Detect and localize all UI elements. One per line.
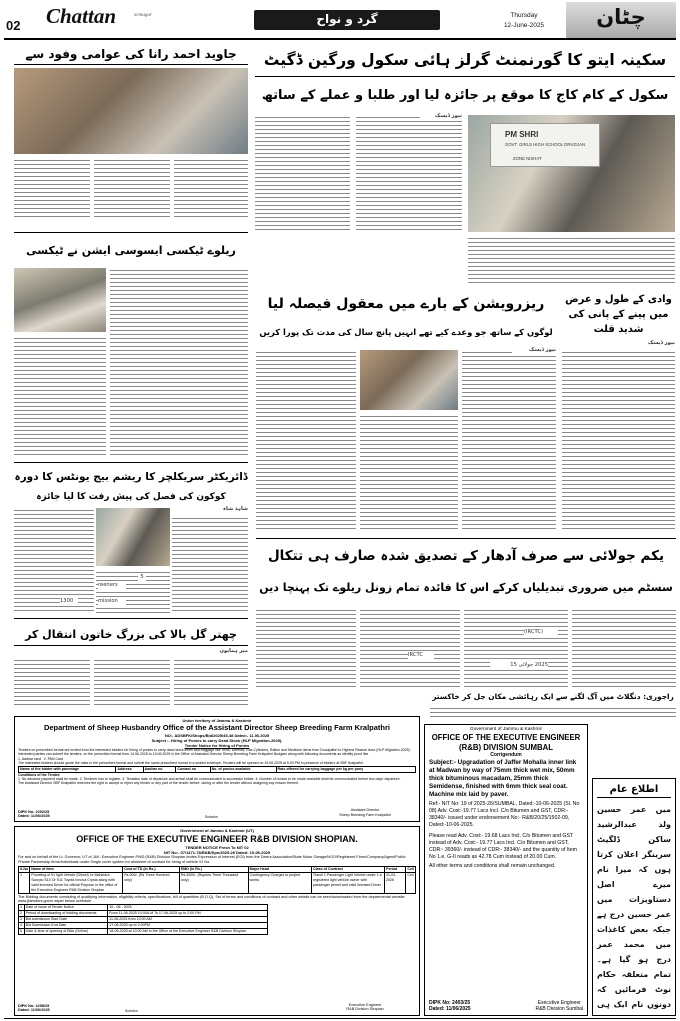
railway-body-2 bbox=[14, 336, 106, 458]
shopian-ad bbox=[14, 826, 420, 1016]
table-cell: Date & time of opening of Bids (Online) bbox=[24, 929, 108, 935]
reservation-body-3 bbox=[462, 350, 556, 530]
inline-number: 1300 bbox=[60, 598, 78, 606]
director-body-3 bbox=[96, 570, 170, 614]
table-cell: Contingency Charges to project works bbox=[248, 872, 311, 893]
sheep-intro: Tenders on prescribed format are invited from the interested bidders for hiring of ponies to carry dead stock items and baggage like Tents, Utensils, Gas Cylinders, Ration and Medicine items from Doodpathri to Highest Pasture Area (HLP Migration-2025). Interested parties can submit the tenders, on the prescribed format from 14.06.2025 to 19.06.2025 in the Office of Assistant Director Sheep Breeding Farm Kralpathri Budgam along with following documents as identity proof like bbox=[18, 748, 411, 757]
railway-headline: ریلوے ٹیکسی ایسوسی ایشن نے ٹیکسی bbox=[26, 244, 236, 257]
sheep-doc-1: 1. Aadhar card bbox=[18, 756, 41, 761]
divider bbox=[14, 618, 248, 619]
chhatergul-headline: چھتر گل بالا کی بزرگ خاتون انتقال کر bbox=[14, 624, 248, 646]
lead-body-col-1 bbox=[255, 115, 350, 232]
banner-line-3: ZONE NISHAT bbox=[513, 156, 542, 161]
reservation-subhead: لوگوں کے ساتھ جو وعدے کیے تھے انہیں پانچ سال کی مدت تک پورا کریں bbox=[259, 327, 553, 337]
ticket-headline: یکم جولائی سے صرف آدھار کے تصدیق شدہ صارف ہی تتکال bbox=[267, 548, 665, 564]
table-cell: Bid Submission End Date bbox=[24, 923, 108, 929]
shopian-office: OFFICE OF THE EXECUTIVE ENGINEER R&B DIVISION SHOPIAN. bbox=[76, 834, 358, 844]
table-cell: 3 bbox=[19, 917, 25, 923]
sheep-col: Aadhar no bbox=[143, 766, 176, 772]
shopian-nit: NIT No:- 07/1471-78/R&B/Spn/2025-26 Dated: 10-06-2025 bbox=[163, 850, 271, 855]
notice-body: میں عمر حسین ولد عبدالرشید ساکن ڈلگیٹ سرینگر اعلان کرتا ہوں کہ میرا نام میرے اصل دستاویزات میں عمر حسین درج ہے جبکہ بعض کاغذات میں محمد عمر درج ہو گیا ہے۔ تمام متعلقہ حکام نوٹ فرمائیں کہ دونوں نام ایک ہی bbox=[597, 805, 671, 1009]
masthead-rule bbox=[4, 38, 676, 40]
sheep-dipk: DIPK No: 2292/25 bbox=[18, 809, 50, 814]
rana-headline: جاوید احمد رانا کی عوامی وفود سے bbox=[14, 43, 248, 65]
sheep-table bbox=[18, 766, 416, 773]
sheep-dept: Department of Sheep Husbandry Office of the Assistant Director Sheep Breeding Farm Kralpathri bbox=[43, 723, 391, 732]
sheep-condition: 4. Number of horses to be made available shall be communicated before few days' departure. bbox=[255, 777, 401, 782]
table-cell: 31-03-2026 bbox=[385, 872, 406, 893]
table-cell: 4 bbox=[19, 923, 25, 929]
rana-body-1 bbox=[14, 158, 90, 218]
table-cell: Travel 1 Passenger Light Vehicle under 1 a registered light vehicle owner with passenger permit and valid licensed Driver bbox=[312, 872, 385, 893]
sumbal-corr: Corrigendum bbox=[490, 752, 522, 758]
table-cell: 1 bbox=[19, 872, 30, 893]
sheep-condition: 1. No advance payment shall be made. bbox=[18, 777, 79, 782]
reservation-body-2 bbox=[360, 414, 458, 530]
school-banner bbox=[490, 123, 600, 167]
sumbal-gov: Government of Jammu & Kashmir bbox=[469, 727, 543, 732]
director-dateline: شاہد شاہ bbox=[223, 506, 248, 512]
sheep-col: Name of the bidder with parentage bbox=[19, 766, 116, 772]
lead-body-bottom bbox=[468, 236, 675, 286]
table-cell: 11-06-2025 from 10:00 AM bbox=[108, 917, 268, 923]
irctc-label: (IRCTC) bbox=[524, 629, 558, 637]
table-cell: Date of Issue of Tender Notice bbox=[24, 905, 108, 911]
lead-headline: سکینہ ایتو کا گورنمنٹ گرلز ہائی سکول ورگین ڈگیٹ bbox=[255, 45, 675, 77]
sumbal-signatory: Executive Engineer bbox=[537, 1000, 581, 1006]
notice-title: اطلاع عام bbox=[597, 783, 671, 798]
table-cell: Providing of 01 light Vehicle (Diesel) i.e Mahindra Scorpio S10 Or S11 Toyota Innova Crysta along with valid licensed Driver for official Purpose in the office of the Executive Engineer R&B Division Shopian bbox=[30, 872, 123, 893]
ticket-body-2 bbox=[360, 608, 460, 688]
ticket-subhead: سسٹم میں ضروری تبدیلیاں کرکے اس کا فائدہ تمام زونل ریلوے تک پہنچا دیں bbox=[259, 581, 673, 594]
shopian-col: Cost of TD (In Rs.) bbox=[123, 866, 180, 872]
divider bbox=[14, 462, 248, 463]
shopian-col: Name of item bbox=[30, 866, 123, 872]
irctc-label: IRCTC bbox=[408, 652, 434, 660]
banner-line-2: GOVT. GIRLS HIGH SCHOOL DRUGJAN bbox=[505, 142, 586, 147]
railway-photo bbox=[14, 268, 106, 332]
shopian-intro: For and on behalf of the Lt. Governor, UT of J&K, Executive Engineer PWD (R&B) Division Shopian invites Expression of Interest (EOI) from the Divers Association/State Motor Garage/NGO/Registered Firms/Company/Agent/Public Private Partnership firms/Individuals under Single cover system for allotment of contract for hiring of vehicle 01 No. bbox=[18, 855, 406, 864]
shopian-col: Class of Contract bbox=[312, 866, 385, 872]
sheep-conditions-title: Conditions of the Tender: bbox=[18, 772, 61, 777]
reservation-photo bbox=[360, 350, 458, 410]
shopian-gov: Government of Jammu & Kashmir (UT) bbox=[180, 828, 254, 833]
sheep-signatory-2: Sheep Breeding Farm Kralpathri bbox=[339, 812, 391, 817]
chhatergul-dateline: میر ہمایوں bbox=[219, 648, 248, 654]
shopian-col: S.No bbox=[20, 866, 29, 871]
table-cell: Rs:3000/- (Rupees Three Thousand only) bbox=[179, 872, 248, 893]
ticket-body-4 bbox=[572, 608, 676, 688]
reservation-body-1 bbox=[256, 350, 356, 530]
masthead-logo bbox=[566, 2, 676, 38]
sheep-col: Contact no bbox=[176, 766, 210, 772]
inline-number: 5 bbox=[138, 574, 146, 582]
lead-photo bbox=[468, 115, 675, 232]
rajouri-headline: راجوری: دنگلاٹ میں آگ لگنے سے ایک رہائشی مکان جل کر خاکستر bbox=[432, 692, 674, 701]
shopian-signatory: Executive Engineer bbox=[348, 1002, 382, 1007]
shopian-legend: Scindon bbox=[125, 1009, 138, 1013]
inline-word: mission bbox=[98, 598, 126, 606]
sheep-col: Address bbox=[116, 766, 143, 772]
table-cell: 17-06-2025 up to 2:00PM bbox=[108, 923, 268, 929]
rana-body-2 bbox=[94, 158, 170, 218]
shopian-table bbox=[18, 866, 416, 894]
shopian-col: Cell bbox=[407, 866, 414, 871]
table-cell: Cell bbox=[406, 872, 416, 893]
sumbal-read: Please read Adv. Cost:- 19.68 Lacs Incl. C/o Bitumen and GST instead of Adv. Cost:- 19.77 Lacs Incl. C/o Bitumen and GST, CDR:- 39360/- instead of CDR:- 38340/- and the quantity of Item No 1.e. G-II reads as 42.78 Cum instead of 20.00 Cum. bbox=[429, 833, 577, 860]
shopian-dipk: DIPK No: 2298/25 bbox=[18, 1003, 50, 1008]
shopian-col: EMD (In Rs.) bbox=[179, 866, 248, 872]
shopian-note: The Bidding documents consisting of qualifying information, eligibility criteria, specifications, bill of quantities (B.O.Q), Set of terms and conditions of contract and other details can be seen/downloaded from the departmental website www.jktenders.gov.in asper below schedule. bbox=[18, 894, 405, 904]
chhatergul-body-2 bbox=[94, 658, 170, 708]
section-title: گرد و نواح bbox=[316, 12, 378, 26]
director-headline: ڈائریکٹر سریکلچر کا ریشم بیج یونٹس کا دورہ bbox=[14, 471, 248, 483]
ticket-body-1 bbox=[256, 608, 356, 688]
sheep-ad bbox=[14, 716, 420, 822]
inline-word: reeners bbox=[98, 582, 126, 590]
table-cell: Rs:300/- (Rs Three Hundred only) bbox=[123, 872, 180, 893]
lead-subhead: سکول کے کام کاج کا موقع پر جائزہ لیا اور طلبا و عملے کے ساتھ bbox=[261, 88, 669, 103]
shopian-signatory-2: R&B Division Shopian bbox=[346, 1007, 384, 1012]
chhatergul-body-3 bbox=[174, 658, 248, 708]
ticket-body-3 bbox=[464, 608, 568, 688]
sheep-dated: Dated: 11/06/2025 bbox=[18, 814, 50, 819]
logo-text: چٹان bbox=[596, 5, 646, 29]
sumbal-ref: Ref:- NIT No: 19 of 2025-26/SUMBAL, Dated:-10-06-2025 (Sl. No 08) Adv. Cost:-19.77 Lacs Incl. C/o Bitumen and GST, CDR:- 38340/- issued under endorsement No:- R&B/20/25/1502-09, Dated:-10-06-2025. bbox=[429, 801, 580, 828]
table-cell: 18-06-2025 at 10:00 AM in the Office of the Executive Engineer R&B Division Shopian. bbox=[108, 929, 268, 935]
table-cell: 5 bbox=[19, 929, 25, 935]
table-cell: 2 bbox=[19, 911, 25, 917]
divider bbox=[256, 538, 676, 539]
table-cell: 10 - 06 - 2025 bbox=[108, 905, 268, 911]
director-body-2 bbox=[172, 516, 248, 614]
reservation-dateline: نیوز ڈیسک bbox=[512, 347, 556, 355]
table-cell: Period of downloading of bidding documents bbox=[24, 911, 108, 917]
sumbal-dated: Dated: 11/06/2025 bbox=[429, 1006, 471, 1012]
sumbal-signatory-2: R&B Division Sumbal bbox=[535, 1006, 583, 1012]
rana-photo bbox=[14, 68, 248, 154]
shopian-dated: Dated: 11/06/2025 bbox=[18, 1008, 50, 1013]
masthead bbox=[0, 0, 680, 42]
sumbal-rest: All other terms and conditions shall remain unchanged. bbox=[429, 863, 556, 869]
sheep-col: Rate offered for carrying baggage per kg per pony bbox=[276, 766, 415, 772]
chhatergul-body-1 bbox=[14, 658, 90, 708]
table-cell: 1 bbox=[19, 905, 25, 911]
wadi-headline: وادی کے طول و عرض میں پینے کے پانی کی شدید قلت bbox=[565, 294, 672, 335]
page-number: 02 bbox=[6, 18, 21, 33]
shopian-col: Major Head bbox=[248, 866, 311, 872]
sheep-no: NO:- ADSBFK/Shops/Bid/2025/45-48 Dated:- 11.06.2025 bbox=[164, 733, 270, 738]
sheep-subject: Subject :- Hiring of Ponies to carry Dead Stock (HLP Migration-2025). bbox=[151, 738, 283, 743]
table-cell: Bid submission Start Date bbox=[24, 917, 108, 923]
table-cell: From 11-06-2025 10:00A.M To 17-06-2025 up to 2:00 PM bbox=[108, 911, 268, 917]
sheep-closing: The Assistant Director SBF Kralpathri reserves the right to accept or reject any tender or any part of the tender before, during or after the tender without assigning any reason thereof. bbox=[18, 781, 299, 786]
shopian-col: Period bbox=[385, 866, 406, 872]
sumbal-ad bbox=[424, 724, 588, 1016]
paper-name: Chattan bbox=[46, 4, 117, 28]
director-subhead: کوکون کی فصل کی پیش رفت کا لیا جائزہ bbox=[36, 492, 226, 502]
wadi-body bbox=[562, 350, 675, 530]
sumbal-subject: Subject:- Upgradation of Jaffer Mohalla inner link at Madwan by way of 75mm thick wet mix, 50mm thick bituminous macadam, 25mm thick Semidense, finished with 6mm thick seal coat. Machine mix laid by paver. bbox=[429, 759, 577, 798]
lead-dateline: نیوز ڈیسک bbox=[420, 113, 462, 121]
shopian-schedule bbox=[18, 904, 268, 935]
rana-body-3 bbox=[174, 158, 248, 218]
sumbal-dipk: DIPK No: 2403/25 bbox=[429, 1000, 471, 1006]
sheep-note: The interested bidders should quote the rates in the prescribed format and submit the same prescribed format in a sealed envelope. Tenders will be opened on 19.06.2025 at 5.00 PM in presence of bidders at SBF Kralpathri. bbox=[18, 761, 364, 766]
sheep-legend: Scindon bbox=[205, 815, 218, 819]
issue-date: 12-June-2025 bbox=[503, 22, 545, 29]
director-body-1 bbox=[14, 508, 94, 614]
public-notice bbox=[592, 778, 676, 1016]
divider bbox=[14, 232, 248, 233]
sheep-condition: 3. Tentative date of departure and arrival shall be communicated to successful bidder. bbox=[122, 777, 255, 782]
reservation-headline: ریزرویشن کے بارے میں معقول فیصلہ لیا bbox=[267, 296, 545, 312]
page-bottom-rule bbox=[4, 1018, 676, 1019]
table-row bbox=[19, 929, 268, 935]
sub-name: Srinagar bbox=[134, 13, 152, 18]
director-photo bbox=[96, 508, 170, 566]
lead-body-col-2 bbox=[356, 115, 462, 232]
sheep-condition: 2. Tenderer has to register. bbox=[79, 777, 122, 782]
rajouri-body bbox=[430, 706, 676, 720]
inline-date: 2025 جولائی 15 bbox=[490, 662, 548, 670]
banner-line-1: PM SHRI bbox=[505, 130, 539, 139]
sheep-gov: Union territory of Jammu & Kashmir bbox=[182, 718, 252, 723]
issue-day: Thursday bbox=[510, 12, 538, 19]
railway-body-1 bbox=[110, 268, 248, 458]
table-row bbox=[19, 872, 416, 893]
sheep-signatory: Assistant Director bbox=[350, 808, 380, 813]
section-banner bbox=[254, 10, 440, 30]
sumbal-office: OFFICE OF THE EXECUTIVE ENGINEER (R&B) DIVISION SUMBAL bbox=[431, 733, 581, 752]
shopian-tender: TENDER NOTICE Fresh To NIT 02 bbox=[185, 845, 249, 850]
sheep-doc-2: 2. PAN Card bbox=[43, 756, 64, 761]
sheep-col: No. of ponies available bbox=[210, 766, 276, 772]
sheep-tender: Tender Notice for Hiring of Ponies bbox=[184, 743, 250, 748]
wadi-dateline: نیوز ڈیسک bbox=[648, 340, 675, 346]
